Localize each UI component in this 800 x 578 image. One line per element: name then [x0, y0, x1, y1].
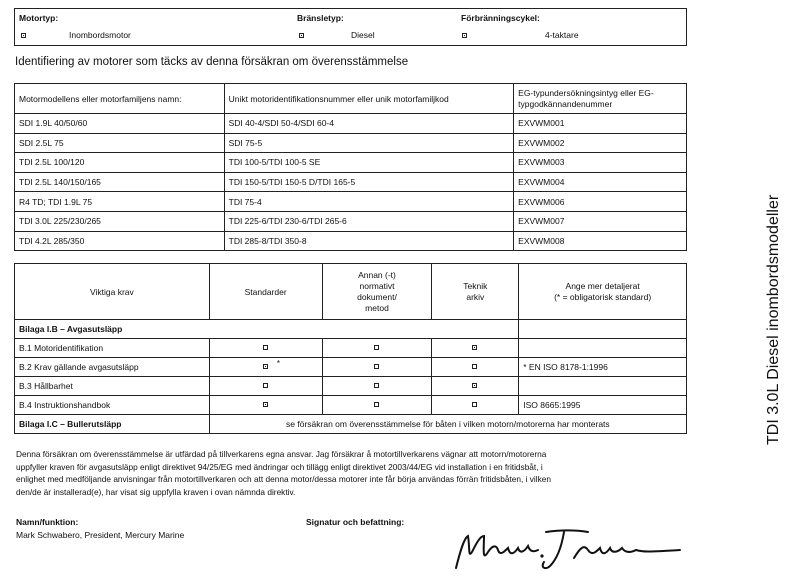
- requirements-table: [14, 263, 687, 434]
- fuel-label: Bränsletyp:: [297, 13, 344, 23]
- req-std-cell: [209, 339, 322, 358]
- req-label: B.3 Hållbarhet: [15, 377, 210, 396]
- table-row: [15, 211, 687, 231]
- section-heading: Identifiering av motorer som täcks av denna försäkran om överensstämmelse: [15, 56, 409, 68]
- engine-model: TDI 3.0L 225/230/265: [15, 211, 225, 231]
- section-exhaust-label: Bilaga I.B – Avgasutsläpp: [15, 320, 519, 339]
- section-row-noise: [15, 415, 687, 434]
- name-value: Mark Schwabero, President, Mercury Marine: [16, 530, 185, 540]
- motor-type-value: Inombordsmotor: [69, 30, 131, 40]
- table-row: [15, 339, 687, 358]
- req-header-tech-l1: Teknik: [463, 280, 488, 291]
- motor-type-label: Motortyp:: [19, 13, 59, 23]
- checkbox-empty-icon: [263, 383, 268, 388]
- engine-cert: EXVWM003: [514, 153, 687, 173]
- req-header-detail-l1: Ange mer detaljerat: [565, 280, 640, 291]
- engines-header-model: Motormodellens eller motorfamiljens namn:: [15, 84, 225, 114]
- requirements-header-row: [15, 264, 687, 320]
- engine-model: SDI 2.5L 75: [15, 133, 225, 153]
- engines-table: [14, 83, 687, 251]
- checkbox-empty-icon: [472, 364, 477, 369]
- section-row-exhaust: [15, 320, 687, 339]
- engine-model: TDI 4.2L 285/350: [15, 231, 225, 251]
- req-header-krav: Viktiga krav: [15, 264, 210, 320]
- checkbox-empty-icon: [472, 402, 477, 407]
- req-header-other-l3: dokument/: [357, 291, 397, 302]
- cycle-value: 4-taktare: [545, 30, 579, 40]
- req-tech-cell: [432, 358, 519, 377]
- table-row: [15, 377, 687, 396]
- req-header-detail-l2: (* = obligatorisk standard): [554, 291, 652, 302]
- engine-cert: EXVWM002: [514, 133, 687, 153]
- engine-id: TDI 100-5/TDI 100-5 SE: [224, 153, 514, 173]
- cycle-checkbox: [462, 33, 467, 38]
- signature-label: Signatur och befattning:: [306, 517, 405, 527]
- req-header-detail: [519, 264, 687, 320]
- section-exhaust-empty: [519, 320, 687, 339]
- req-header-other-l4: metod: [365, 302, 389, 313]
- handwritten-signature: [450, 522, 690, 574]
- req-label: B.4 Instruktionshandbok: [15, 396, 210, 415]
- req-other-cell: [322, 396, 432, 415]
- checkbox-empty-icon: [374, 402, 379, 407]
- checkbox-empty-icon: [374, 345, 379, 350]
- req-other-cell: [322, 358, 432, 377]
- engine-model: TDI 2.5L 100/120: [15, 153, 225, 173]
- name-label: Namn/funktion:: [16, 517, 79, 527]
- engines-header-id: Unikt motoridentifikationsnummer eller unik motorfamiljkod: [224, 84, 514, 114]
- engine-id: TDI 150-5/TDI 150-5 D/TDI 165-5: [224, 172, 514, 192]
- declaration-line: enlighet med medföljande anvisningar från motortillverkaren och att denna motor/dessa motorer inte får börja användas förrän fritidsbåten, i vilken: [16, 474, 551, 485]
- req-detail: [519, 377, 687, 396]
- fuel-value: Diesel: [351, 30, 375, 40]
- req-header-tech: [432, 264, 519, 320]
- checkbox-empty-icon: [374, 383, 379, 388]
- checkbox-empty-icon: [263, 345, 268, 350]
- engine-id: SDI 40-4/SDI 50-4/SDI 60-4: [224, 114, 514, 134]
- engines-header-cert: EG-typundersökningsintyg eller EG-typgodkännandenummer: [514, 84, 687, 114]
- table-row: [15, 192, 687, 212]
- engine-id: SDI 75-5: [224, 133, 514, 153]
- checkbox-checked-icon: [472, 345, 477, 350]
- checkbox-checked-icon: [472, 383, 477, 388]
- req-tech-cell: [432, 396, 519, 415]
- table-row: [15, 153, 687, 173]
- motor-type-checkbox: [21, 33, 26, 38]
- engine-cert: EXVWM007: [514, 211, 687, 231]
- engine-cert: EXVWM006: [514, 192, 687, 212]
- engines-header-row: [15, 84, 687, 114]
- req-detail: * EN ISO 8178-1:1996: [519, 358, 687, 377]
- checkbox-empty-icon: [374, 364, 379, 369]
- engine-id: TDI 75-4: [224, 192, 514, 212]
- req-other-cell: [322, 339, 432, 358]
- engine-id: TDI 285-8/TDI 350-8: [224, 231, 514, 251]
- table-row: [15, 396, 687, 415]
- req-header-other-l1: Annan (-t): [358, 269, 396, 280]
- req-std-cell: [209, 377, 322, 396]
- side-title: TDI 3.0L Diesel inombordsmodeller: [765, 194, 782, 445]
- table-row: [15, 114, 687, 134]
- engine-model: R4 TD; TDI 1.9L 75: [15, 192, 225, 212]
- declaration-line: Denna försäkran om överensstämmelse är utfärdad på tillverkarens egna ansvar. Jag försäkrar å motortillverkarens vägnar att motorn/motorerna: [16, 449, 547, 459]
- table-row: [15, 133, 687, 153]
- req-label: B.1 Motoridentifikation: [15, 339, 210, 358]
- std-mark: *: [276, 359, 280, 368]
- req-label: B.2 Krav gällande avgasutsläpp: [15, 358, 210, 377]
- declaration-line: den/de är installerad(e), har visat sig uppfylla kraven i ovan nämnda direktiv.: [16, 486, 296, 497]
- req-header-standarder: Standarder: [209, 264, 322, 320]
- req-header-other-l2: normativt: [359, 280, 395, 291]
- req-header-tech-l2: arkiv: [466, 291, 485, 302]
- table-row: [15, 172, 687, 192]
- engine-info-box: [14, 8, 687, 46]
- declaration-line: uppfyller kraven för avgasutsläpp enligt direktivet 94/25/EG med ändringar och tillägg enligt direktivet 2003/44/EG vid installation i en fritidsbåt, i: [16, 461, 543, 472]
- checkbox-checked-icon: [263, 364, 268, 369]
- req-detail: [519, 339, 687, 358]
- req-header-other: [322, 264, 432, 320]
- fuel-checkbox: [299, 33, 304, 38]
- engine-model: TDI 2.5L 140/150/165: [15, 172, 225, 192]
- declaration-text: [16, 448, 686, 498]
- checkbox-checked-icon: [263, 402, 268, 407]
- req-std-cell: [209, 358, 322, 377]
- table-row: [15, 358, 687, 377]
- req-tech-cell: [432, 339, 519, 358]
- req-detail: ISO 8665:1995: [519, 396, 687, 415]
- engine-model: SDI 1.9L 40/50/60: [15, 114, 225, 134]
- req-tech-cell: [432, 377, 519, 396]
- engine-cert: EXVWM008: [514, 231, 687, 251]
- engine-cert: EXVWM001: [514, 114, 687, 134]
- section-noise-label: Bilaga I.C – Bullerutsläpp: [15, 415, 210, 434]
- engine-cert: EXVWM004: [514, 172, 687, 192]
- cycle-label: Förbränningscykel:: [461, 13, 540, 23]
- section-noise-note: se försäkran om överensstämmelse för båten i vilken motorn/motorerna har monterats: [209, 415, 686, 434]
- engine-id: TDI 225-6/TDI 230-6/TDI 265-6: [224, 211, 514, 231]
- table-row: [15, 231, 687, 251]
- req-other-cell: [322, 377, 432, 396]
- req-std-cell: [209, 396, 322, 415]
